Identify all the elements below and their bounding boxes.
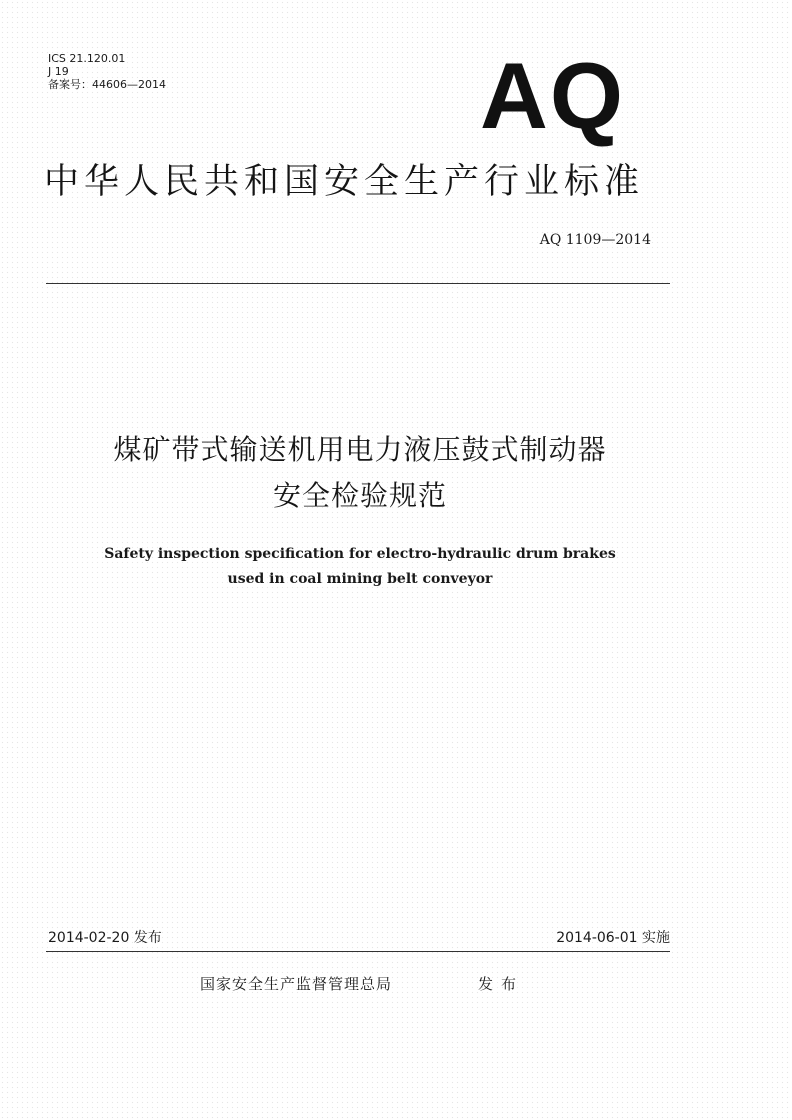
footer-divider [46, 951, 670, 952]
title-chinese-line-1: 煤矿带式输送机用电力液压鼓式制动器 [113, 433, 607, 466]
header-divider [46, 283, 670, 284]
standard-number: AQ 1109—2014 [539, 232, 651, 248]
filing-number: 备案号：44606—2014 [48, 78, 166, 91]
ics-code: ICS 21.120.01 [48, 52, 126, 65]
standard-type-heading: 中华人民共和国安全生产行业标准 [44, 162, 645, 202]
title-english-line-1: Safety inspection specification for electro-hydraulic drum brakes [104, 546, 616, 562]
title-english-line-2: used in coal mining belt conveyor [227, 571, 493, 587]
title-chinese-line-2: 安全检验规范 [272, 479, 447, 512]
implementation-date: 2014-06-01 实施 [556, 930, 670, 946]
issue-date: 2014-02-20 发布 [48, 930, 162, 946]
issue-label: 发布 [478, 975, 525, 993]
aq-logo: AQ [480, 43, 625, 148]
issuing-authority: 国家安全生产监督管理总局 [200, 975, 393, 993]
clc-code: J 19 [48, 65, 69, 78]
